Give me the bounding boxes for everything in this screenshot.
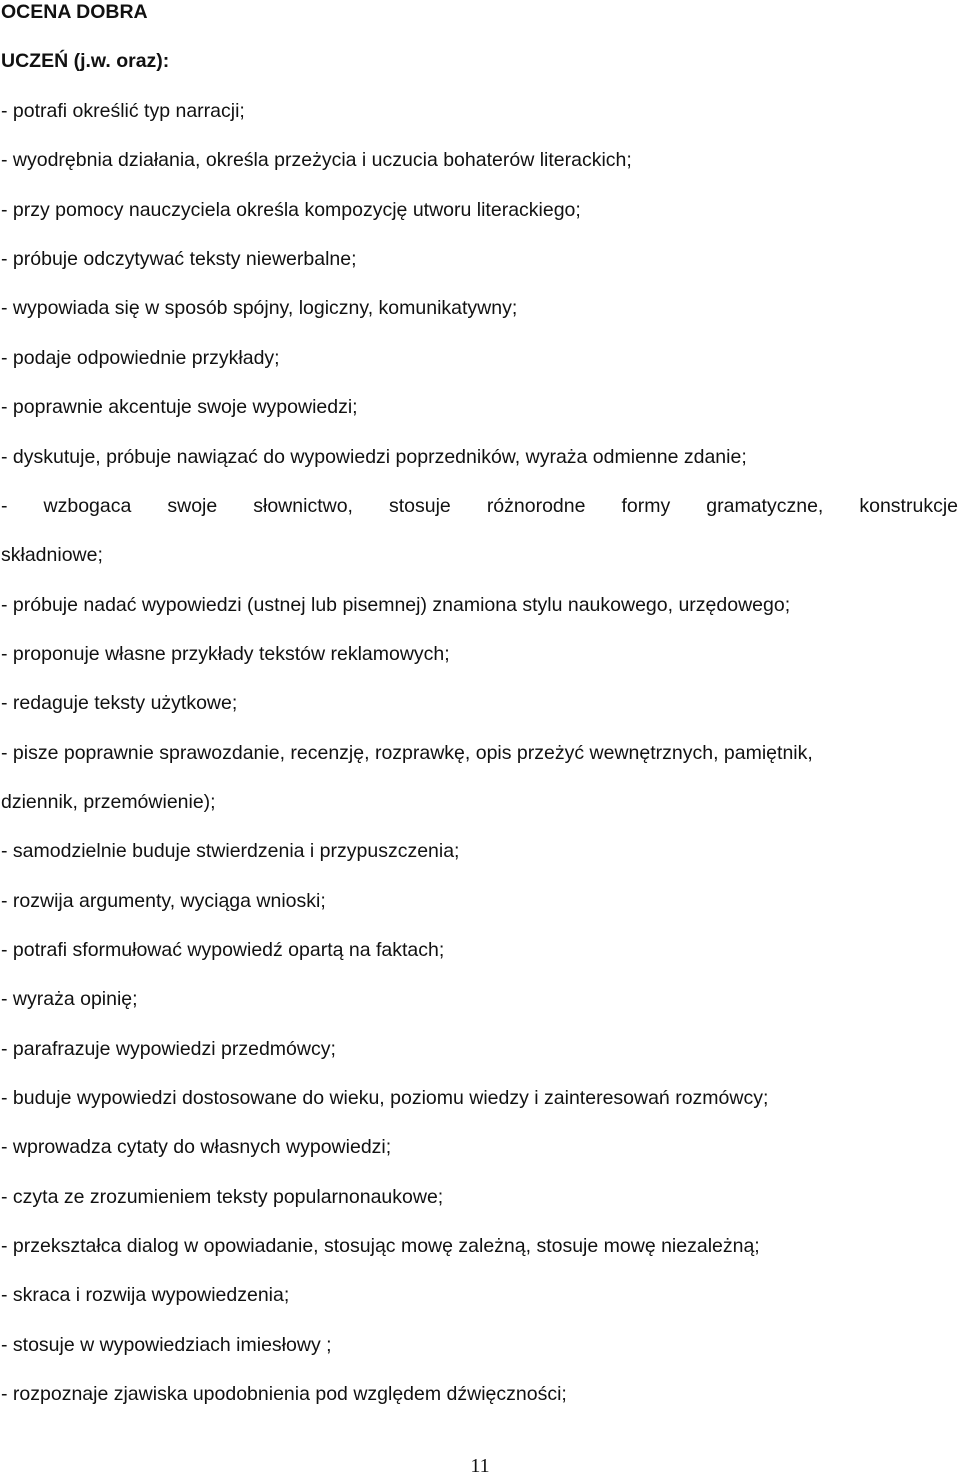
list-item: - dyskutuje, próbuje nawiązać do wypowiedzi poprzedników, wyraża odmienne zdanie;	[1, 446, 747, 468]
list-item: - skraca i rozwija wypowiedzenia;	[1, 1284, 290, 1306]
list-item: - potrafi sformułować wypowiedź opartą na faktach;	[1, 939, 445, 961]
list-item: - wyodrębnia działania, określa przeżycia i uczucia bohaterów literackich;	[1, 149, 632, 171]
list-item: - redaguje teksty użytkowe;	[1, 692, 238, 714]
list-item: - próbuje nadać wypowiedzi (ustnej lub pisemnej) znamiona stylu naukowego, urzędowego;	[1, 594, 791, 616]
list-item: - rozwija argumenty, wyciąga wnioski;	[1, 890, 326, 912]
list-item-continuation: składniowe;	[1, 544, 103, 566]
list-item: - stosuje w wypowiedziach imiesłowy ;	[1, 1334, 332, 1356]
list-item: - samodzielnie buduje stwierdzenia i przypuszczenia;	[1, 840, 460, 862]
list-item: - podaje odpowiednie przykłady;	[1, 347, 280, 369]
list-item: - potrafi określić typ narracji;	[1, 100, 245, 122]
list-item: - przy pomocy nauczyciela określa kompozycję utworu literackiego;	[1, 199, 581, 221]
list-item: - poprawnie akcentuje swoje wypowiedzi;	[1, 396, 358, 418]
list-item: - wzbogaca swoje słownictwo, stosuje różnorodne formy gramatyczne, konstrukcje	[1, 495, 958, 517]
list-item: - parafrazuje wypowiedzi przedmówcy;	[1, 1038, 336, 1060]
list-item: - czyta ze zrozumieniem teksty popularnonaukowe;	[1, 1186, 444, 1208]
list-item: - wprowadza cytaty do własnych wypowiedzi;	[1, 1136, 392, 1158]
list-item: - pisze poprawnie sprawozdanie, recenzję, rozprawkę, opis przeżyć wewnętrznych, pamiętnik,	[1, 742, 813, 764]
list-item-continuation: dziennik, przemówienie);	[1, 791, 216, 813]
page-number: 11	[470, 1455, 490, 1477]
list-item: - próbuje odczytywać teksty niewerbalne;	[1, 248, 357, 270]
list-item: - rozpoznaje zjawiska upodobnienia pod względem dźwięczności;	[1, 1383, 567, 1405]
student-heading: UCZEŃ (j.w. oraz):	[1, 50, 170, 72]
list-item: - wyraża opinię;	[1, 988, 138, 1010]
list-item: - buduje wypowiedzi dostosowane do wieku, poziomu wiedzy i zainteresowań rozmówcy;	[1, 1087, 769, 1109]
list-item: - przekształca dialog w opowiadanie, stosując mowę zależną, stosuje mowę niezależną;	[1, 1235, 760, 1257]
list-item: - proponuje własne przykłady tekstów reklamowych;	[1, 643, 450, 665]
grade-heading: OCENA DOBRA	[1, 1, 148, 23]
list-item: - wypowiada się w sposób spójny, logiczny, komunikatywny;	[1, 297, 518, 319]
